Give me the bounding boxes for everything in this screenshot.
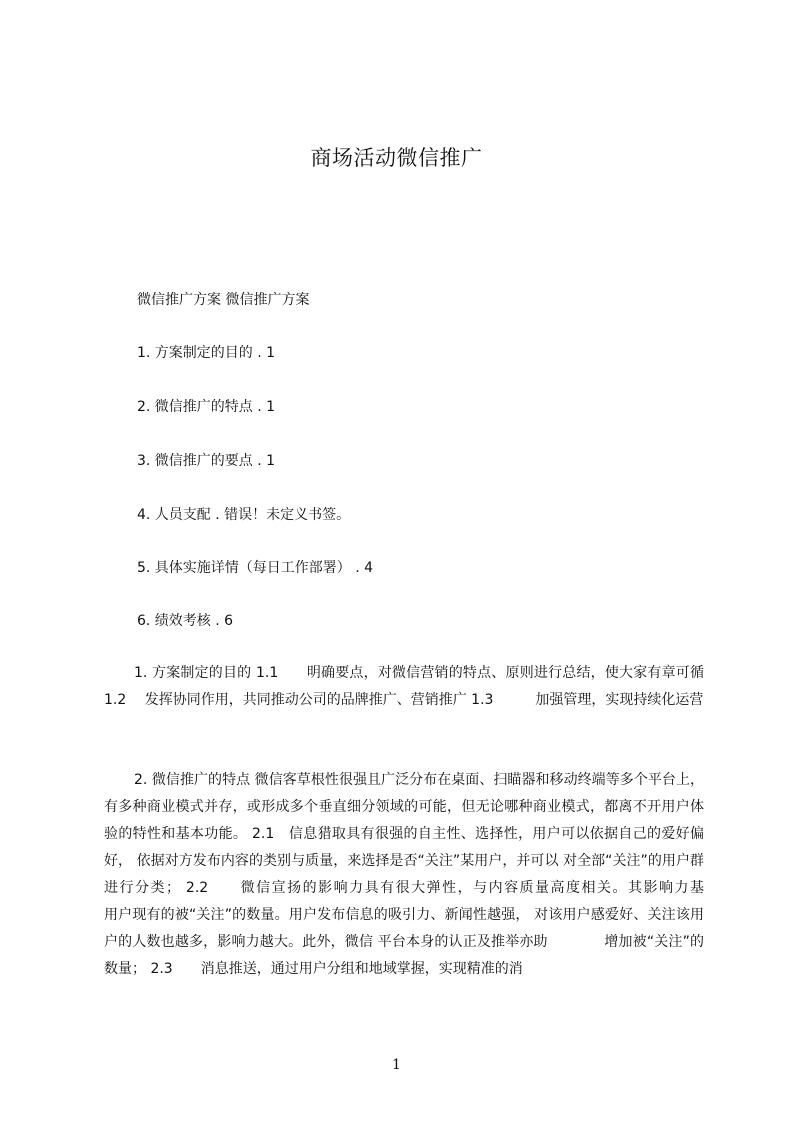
toc-item-5: 5. 具体实施详情（每日工作部署） . 4 [137,560,374,576]
document-title: 商场活动微信推广 [310,146,483,170]
page-number: 1 [392,1057,401,1073]
paragraph-features-text: 2. 微信推广的特点 微信客草根性很强且广泛分布在桌面、扫瞄器和移动终端等多个平台上，有多种商业模式并存，或形成多个垂直细分领域的可能，但无论哪种商业模式，都离不开用户体验的特性和基本功能。 2.1 信息猎取具有很强的自主性、选择性，用户可以依据自己的爱好偏好， 依据对方发布内容的类别与质量，来选择是否“关注”某用户，并可以 对全部“关注”的用户群进行分类； 2.2 微信宣扬的影响力具有很大弹性，与内容质量高度相关。其影响力基 用户现有的被“关注”的数量。用户发布信息的吸引力、新闻性越强， 对该用户感爱好、关注该用户的人数也越多，影响力越大。此外，微信 平台本身的认正及推举亦助 增加被“关注”的数量； 2.3 消息推送，通过用户分组和地域掌握，实现精准的消 [104,772,774,977]
paragraph-purpose [104,660,704,742]
toc-item-2: 2. 微信推广的特点 . 1 [137,399,276,415]
toc-item-6: 6. 绩效考核 . 6 [137,613,234,629]
paragraph-purpose-text: 1. 方案制定的目的 1.1 明确要点，对微信营销的特点、原则进行总结，使大家有章可循 1.2 发挥协同作用，共同推动公司的品牌推广、营销推广 1.3 加强管理，实现持续化运营 [104,665,704,708]
document-subtitle: 微信推广方案 微信推广方案 [137,292,310,308]
toc-item-1: 1. 方案制定的目的 . 1 [137,345,276,361]
toc-item-4: 4. 人员支配 . 错误！未定义书签。 [137,507,351,523]
paragraph-features [104,767,774,1012]
toc-item-3: 3. 微信推广的要点 . 1 [137,453,276,469]
